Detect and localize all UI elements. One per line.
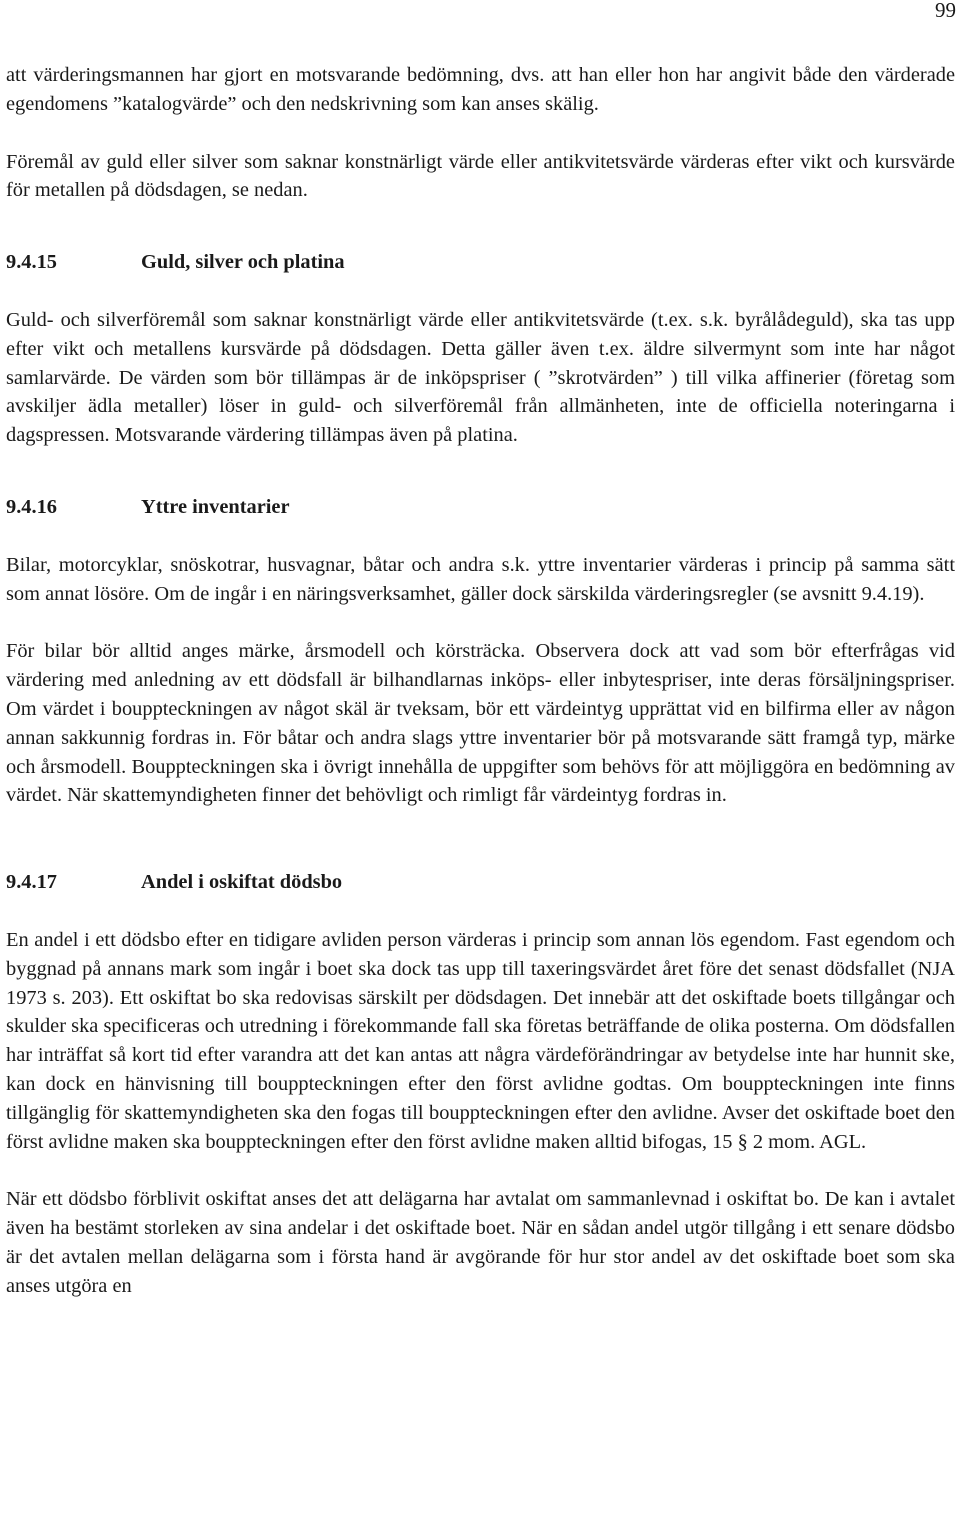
page-number: 99 bbox=[935, 0, 956, 22]
section-title: Guld, silver och platina bbox=[141, 251, 345, 274]
section-paragraph: Guld- och silverföremål som saknar konstnärligt värde eller antikvitetsvärde (t.ex. s.k. byrålådeguld), ska tas upp efter vikt och metallens kursvärde på dödsdagen. Detta gäller även t.ex. äldre silvermynt som inte har något samlarvärde. De värden som bör tillämpas är de inköpspriser ( ”skrotvärden” ) till vilka affinerier (företag som avskiljer ädla metaller) löser in guld- och silverföremål från allmänheten, inte de officiella noteringarna i dagspressen. Motsvarande värdering tillämpas även på platina. bbox=[6, 308, 955, 447]
section-paragraph: Bilar, motorcyklar, snöskotrar, husvagnar, båtar och andra s.k. yttre inventarier värderas i princip på samma sätt som annat lösöre. Om de ingår i en näringsverksamhet, gäller dock särskilda värderingsregler (se avsnitt 9.4.19). bbox=[6, 553, 955, 605]
section-heading bbox=[6, 248, 955, 277]
document-page bbox=[6, 61, 955, 1301]
section-number: 9.4.16 bbox=[6, 495, 57, 518]
paragraph-intro-1: att värderingsmannen har gjort en motsvarande bedömning, dvs. att han eller hon har angivit både den värderade egendomens ”katalogvärde” och den nedskrivning som kan anses skälig. bbox=[6, 64, 955, 115]
paragraph-intro-2: Föremål av guld eller silver som saknar konstnärligt värde eller antikvitetsvärde värderas efter vikt och kursvärde för metallen på dödsdagen, se nedan. bbox=[6, 150, 955, 202]
section-9-4-17 bbox=[6, 868, 955, 1300]
section-number: 9.4.17 bbox=[6, 871, 57, 894]
section-heading bbox=[6, 868, 955, 897]
section-number: 9.4.15 bbox=[6, 251, 57, 274]
section-9-4-15 bbox=[6, 248, 955, 450]
section-paragraph: För bilar bör alltid anges märke, årsmodell och körsträcka. Observera dock att vad som bör efterfrågas vid värdering med anledning av ett dödsfall är bilhandlarnas inköps- eller inbytespriser, inte deras försäljningspriser. Om värdet i bouppteckningen av något skäl är tveksam, bör ett värdeintyg upprättat vid en bilfirma eller av någon annan sakkunnig fordras in. För båtar och andra slags yttre inventarier bör på motsvarande sätt framgå typ, märke och årsmodell. Bouppteckningen ska i övrigt innehålla de uppgifter som behövs för att möjliggöra en bedömning av värdet. När skattemyndigheten finner det behövligt och rimligt får värdeintyg fordras in. bbox=[6, 640, 955, 807]
section-heading bbox=[6, 493, 955, 522]
section-title: Yttre inventarier bbox=[141, 495, 290, 518]
section-9-4-16 bbox=[6, 493, 955, 810]
section-paragraph: När ett dödsbo förblivit oskiftat anses det att delägarna har avtalat om sammanlevnad i oskiftat bo. De kan i avtalet även ha bestämt storleken av sina andelar i det oskiftade boet. När en sådan andel utgör tillgång i ett senare dödsbo är det avtalen mellan delägarna som i första hand är avgörande för hur stor andel av det oskiftade boet som ska anses utgöra en bbox=[6, 1188, 955, 1297]
section-paragraph: En andel i ett dödsbo efter en tidigare avliden person värderas i princip som annan lös egendom. Fast egendom och byggnad på annans mark som ingår i boet ska dock tas upp till taxeringsvärdet året före det senast dödsfallet (NJA 1973 s. 203). Ett oskiftat bo ska redovisas särskilt per dödsdagen. Det innebär att det oskiftade boets tillgångar och skulder ska specificeras och utredning i förekommande fall ska företas beträffande de olika posterna. Om dödsfallen har inträffat så kort tid efter varandra att det kan antas att några värdeförändringar av betydelse inte har hunnit ske, kan dock en hänvisning till bouppteckningen efter den först avlidne godtas. Om bouppteckningen inte finns tillgänglig för skattemyndigheten ska den fogas till bouppteckningen efter den avlidne. Avser det oskiftade boet den först avlidne maken ska bouppteckningen efter den först avlidne maken alltid bifogas, 15 § 2 mom. AGL. bbox=[6, 928, 955, 1153]
section-title: Andel i oskiftat dödsbo bbox=[141, 871, 343, 894]
